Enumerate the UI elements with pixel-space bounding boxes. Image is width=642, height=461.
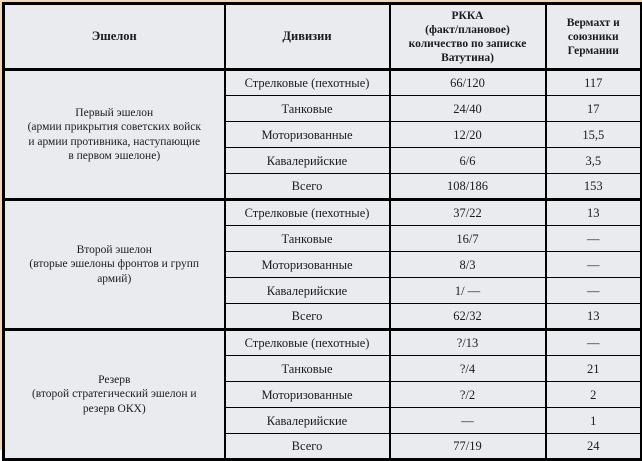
echelon-0-line2: (армии прикрытия советских войск xyxy=(27,121,201,133)
cell-wehrmacht: 13 xyxy=(546,200,642,226)
table-row xyxy=(4,330,642,356)
echelon-1-line1: Второй эшелон xyxy=(76,243,152,256)
column-header-divisions-label: Дивизии xyxy=(282,29,332,44)
cell-divisions: Моторизованные xyxy=(225,382,390,408)
echelon-0-line4: в первом эшелоне) xyxy=(68,150,161,162)
column-header-rkka-line2: (факт/плановое) xyxy=(425,23,510,36)
cell-divisions: Танковые xyxy=(225,226,390,252)
column-header-rkka-line4: Ватутина) xyxy=(441,51,494,64)
cell-divisions: Моторизованные xyxy=(225,252,390,278)
cell-divisions: Кавалерийские xyxy=(225,148,390,174)
cell-rkka: 62/32 xyxy=(390,304,546,330)
echelon-1-line3: армий) xyxy=(97,272,132,285)
cell-rkka: 12/20 xyxy=(390,122,546,148)
column-header-rkka-line1: РККА xyxy=(451,9,484,22)
column-header-divisions xyxy=(225,4,390,70)
cell-divisions: Кавалерийские xyxy=(225,408,390,434)
cell-rkka: 77/19 xyxy=(390,434,546,460)
column-header-wehrmacht xyxy=(546,4,642,70)
column-header-wehrmacht-line1: Вермахт и xyxy=(566,16,620,29)
cell-wehrmacht: — xyxy=(546,330,642,356)
cell-divisions: Всего xyxy=(225,304,390,330)
cell-rkka: 6/6 xyxy=(390,148,546,174)
echelon-cell-2 xyxy=(4,330,225,460)
table-row xyxy=(4,200,642,226)
cell-rkka: ?/2 xyxy=(390,382,546,408)
cell-rkka: 66/120 xyxy=(390,70,546,96)
column-header-rkka-line3: количество по записке xyxy=(408,37,527,50)
cell-wehrmacht: 2 xyxy=(546,382,642,408)
cell-divisions: Моторизованные xyxy=(225,122,390,148)
cell-wehrmacht: 21 xyxy=(546,356,642,382)
cell-rkka: — xyxy=(390,408,546,434)
cell-divisions: Всего xyxy=(225,434,390,460)
echelon-2-line3: резерв ОКХ) xyxy=(82,402,146,415)
column-header-wehrmacht-line2: союзники xyxy=(567,30,619,43)
echelon-1-line2: (вторые эшелоны фронтов и групп xyxy=(29,258,200,271)
cell-rkka: 16/7 xyxy=(390,226,546,252)
cell-wehrmacht: 13 xyxy=(546,304,642,330)
cell-wehrmacht: 3,5 xyxy=(546,148,642,174)
cell-divisions: Кавалерийские xyxy=(225,278,390,304)
cell-wehrmacht: 17 xyxy=(546,96,642,122)
echelon-2-line1: Резерв xyxy=(98,373,131,386)
cell-rkka: ?/13 xyxy=(390,330,546,356)
header-row xyxy=(4,4,642,70)
cell-rkka: 108/186 xyxy=(390,174,546,200)
column-header-rkka xyxy=(390,4,546,70)
echelon-0-line1: Первый эшелон xyxy=(75,106,154,119)
table-row xyxy=(4,70,642,96)
echelon-2-line2: (второй стратегический эшелон и xyxy=(31,388,197,401)
column-header-echelon-label: Эшелон xyxy=(91,29,137,44)
cell-rkka: 8/3 xyxy=(390,252,546,278)
cell-wehrmacht: — xyxy=(546,252,642,278)
cell-divisions: Танковые xyxy=(225,96,390,122)
cell-divisions: Стрелковые (пехотные) xyxy=(225,70,390,96)
column-header-echelon xyxy=(4,4,225,70)
cell-rkka: ?/4 xyxy=(390,356,546,382)
cell-divisions: Стрелковые (пехотные) xyxy=(225,330,390,356)
echelon-cell-0 xyxy=(4,70,225,200)
cell-wehrmacht: 117 xyxy=(546,70,642,96)
cell-rkka: 24/40 xyxy=(390,96,546,122)
cell-wehrmacht: 1 xyxy=(546,408,642,434)
echelon-comparison-table xyxy=(2,2,642,461)
cell-wehrmacht: — xyxy=(546,226,642,252)
cell-wehrmacht: 24 xyxy=(546,434,642,460)
cell-rkka: 37/22 xyxy=(390,200,546,226)
column-header-wehrmacht-line3: Германии xyxy=(567,44,619,57)
table-header xyxy=(4,4,642,70)
cell-divisions: Танковые xyxy=(225,356,390,382)
cell-divisions: Всего xyxy=(225,174,390,200)
cell-wehrmacht: 153 xyxy=(546,174,642,200)
table-body xyxy=(4,70,642,460)
cell-divisions: Стрелковые (пехотные) xyxy=(225,200,390,226)
cell-wehrmacht: — xyxy=(546,278,642,304)
echelon-0-line3: и армии противника, наступающие xyxy=(28,135,201,148)
cell-rkka: 1/ — xyxy=(390,278,546,304)
cell-wehrmacht: 15,5 xyxy=(546,122,642,148)
echelon-cell-1 xyxy=(4,200,225,330)
